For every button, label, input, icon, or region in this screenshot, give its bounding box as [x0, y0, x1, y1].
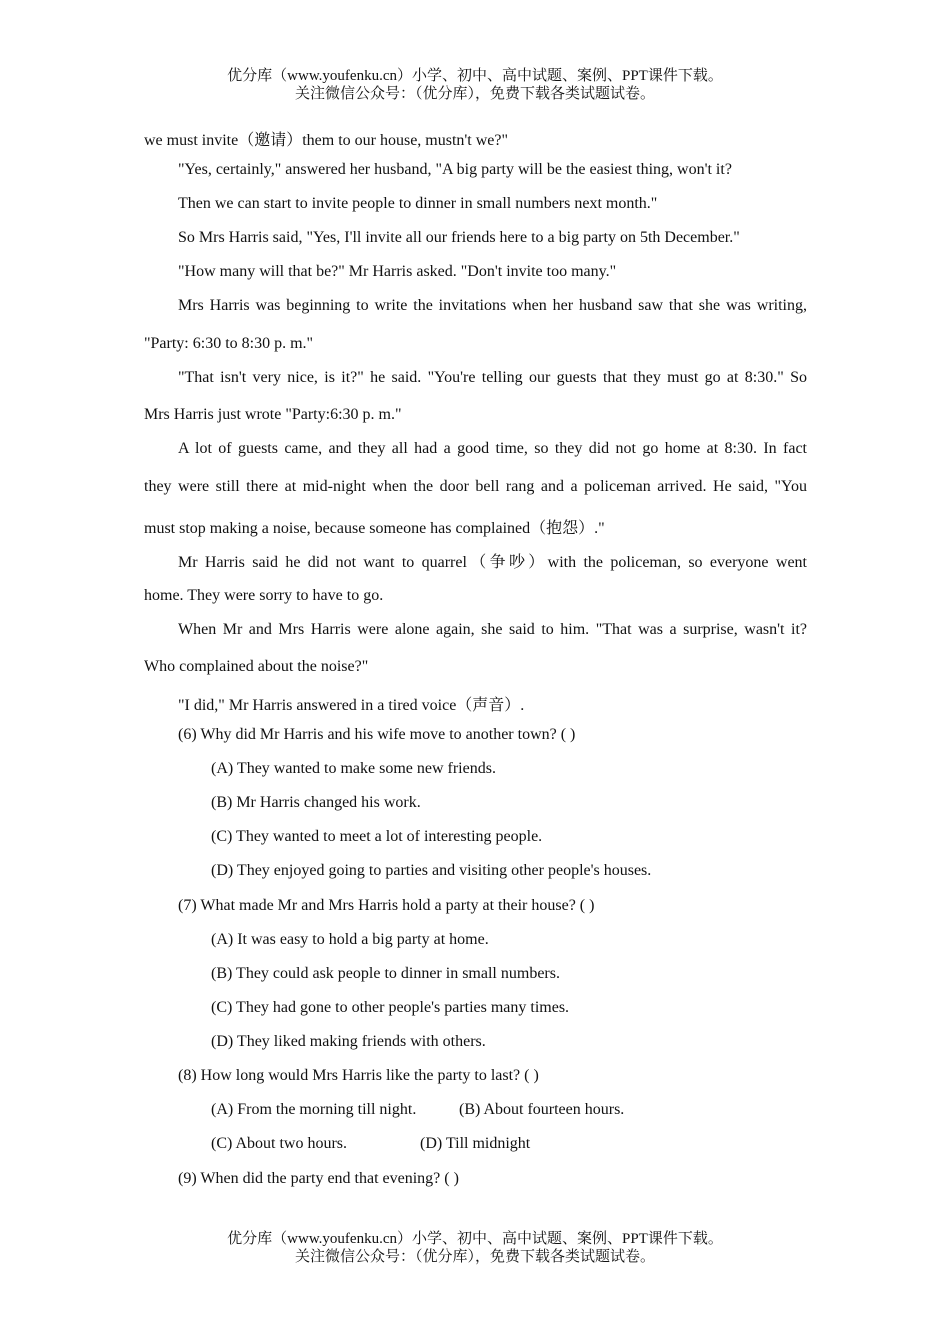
option-a: (A) It was easy to hold a big party at home. — [211, 931, 489, 948]
question-stem: (9) When did the party end that evening? ( ) — [178, 1170, 459, 1187]
option-a: (A) They wanted to make some new friends. — [211, 760, 496, 777]
passage-line: Mr Harris said he did not want to quarrel（争吵）with the policeman, so everyone went — [178, 554, 807, 571]
option-d: (D) Till midnight — [420, 1135, 531, 1152]
passage-line: A lot of guests came, and they all had a good time, so they did not go home at 8:30. In fact — [178, 440, 807, 457]
option-c: (C) They wanted to meet a lot of interesting people. — [211, 828, 543, 845]
page-header — [0, 67, 950, 103]
passage-line: Then we can start to invite people to dinner in small numbers next month." — [178, 195, 658, 212]
passage-line: "How many will that be?" Mr Harris asked. "Don't invite too many." — [178, 263, 617, 280]
passage-line: Who complained about the noise?" — [144, 658, 369, 675]
option-d: (D) They liked making friends with others. — [211, 1033, 486, 1050]
option-b: (B) They could ask people to dinner in small numbers. — [211, 965, 560, 982]
passage-line: Mrs Harris was beginning to write the invitations when her husband saw that she was writing, — [178, 297, 807, 314]
option-c: (C) They had gone to other people's parties many times. — [211, 999, 570, 1016]
passage-line: Mrs Harris just wrote "Party:6:30 p. m." — [144, 406, 402, 423]
passage-line: they were still there at mid-night when the door bell rang and a policeman arrived. He said, "You — [144, 478, 807, 495]
passage-line: we must invite（邀请）them to our house, mustn't we?" — [144, 132, 509, 149]
passage-line: So Mrs Harris said, "Yes, I'll invite all our friends here to a big party on 5th December." — [178, 229, 740, 246]
header-line-1: 优分库（www.youfenku.cn）小学、初中、高中试题、案例、PPT课件下载。 — [227, 68, 723, 84]
passage-line: "Party: 6:30 to 8:30 p. m." — [144, 335, 314, 352]
question-stem: (7) What made Mr and Mrs Harris hold a party at their house? ( ) — [178, 897, 595, 914]
passage-line: "I did," Mr Harris answered in a tired voice（声音）. — [178, 697, 525, 714]
question-stem: (8) How long would Mrs Harris like the party to last? ( ) — [178, 1067, 539, 1084]
option-c: (C) About two hours. — [211, 1135, 347, 1152]
passage-line: home. They were sorry to have to go. — [144, 587, 384, 604]
passage-line: When Mr and Mrs Harris were alone again, she said to him. "That was a surprise, wasn't it? — [178, 621, 807, 638]
footer-line-2: 关注微信公众号：（优分库），免费下载各类试题试卷。 — [294, 1249, 655, 1265]
option-a: (A) From the morning till night. — [211, 1101, 417, 1118]
option-b: (B) Mr Harris changed his work. — [211, 794, 421, 811]
option-b: (B) About fourteen hours. — [459, 1101, 625, 1118]
passage-line: must stop making a noise, because someone has complained（抱怨）." — [144, 520, 605, 537]
passage-line: "Yes, certainly," answered her husband, "A big party will be the easiest thing, won't it? — [178, 161, 732, 178]
passage-line: "That isn't very nice, is it?" he said. "You're telling our guests that they must go at 8:30." So — [178, 369, 807, 386]
page-footer — [0, 1230, 950, 1266]
option-d: (D) They enjoyed going to parties and visiting other people's houses. — [211, 862, 652, 879]
footer-line-1: 优分库（www.youfenku.cn）小学、初中、高中试题、案例、PPT课件下载。 — [227, 1231, 723, 1247]
header-line-2: 关注微信公众号：（优分库），免费下载各类试题试卷。 — [294, 86, 655, 102]
question-stem: (6) Why did Mr Harris and his wife move to another town? ( ) — [178, 726, 576, 743]
